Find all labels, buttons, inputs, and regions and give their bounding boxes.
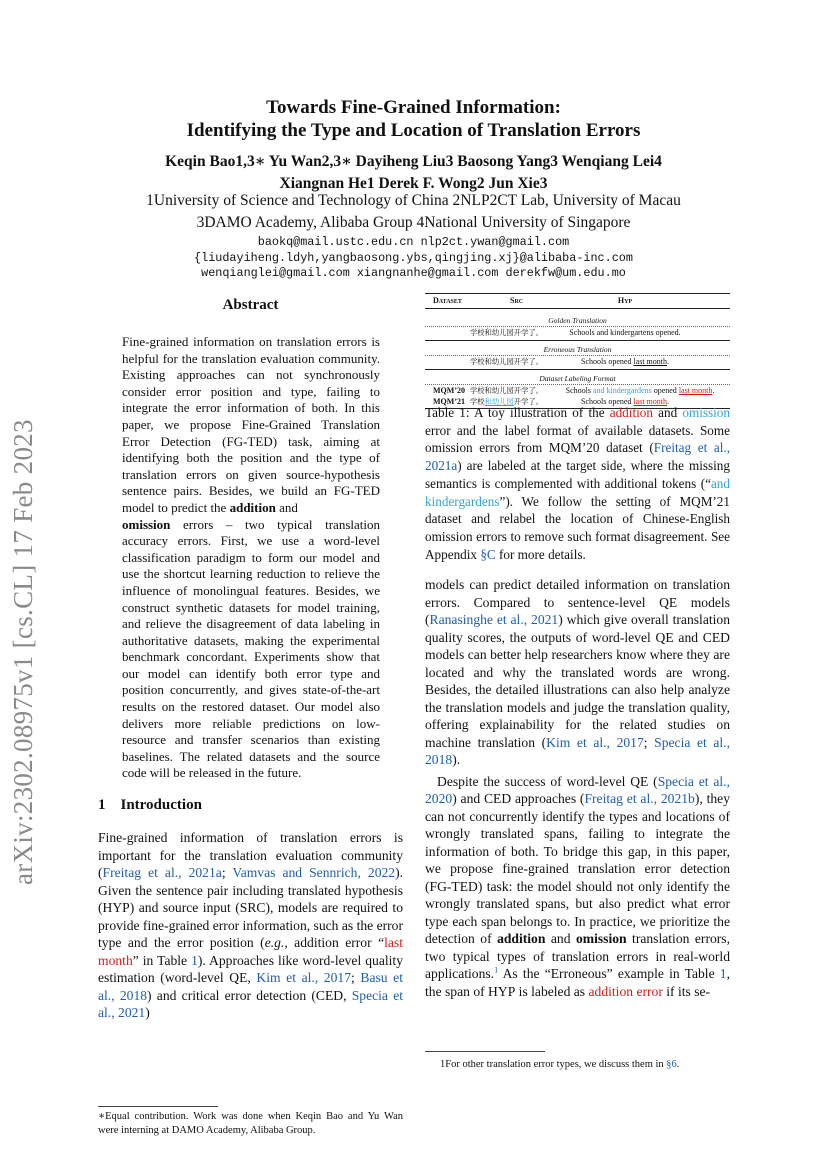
mqm21-label: MQM’21 bbox=[433, 397, 465, 406]
footnote-rule bbox=[425, 1051, 545, 1052]
citation-link[interactable]: 2020 bbox=[425, 791, 453, 806]
body-text: Despite the success of word-level QE ( bbox=[437, 773, 658, 789]
golden-hyp: Schools and kindergartens opened. bbox=[569, 328, 681, 337]
intro-text: ). Given the sentence pair including translated hypothesis (H bbox=[98, 865, 404, 915]
erroneous-row bbox=[425, 356, 730, 367]
src-smallcaps: RC bbox=[247, 900, 266, 915]
intro-eg: e.g. bbox=[264, 935, 285, 950]
caption-text: Table 1: A toy illustration of the bbox=[425, 405, 610, 420]
citation-link[interactable]: Specia et al., bbox=[657, 773, 730, 789]
citation-link[interactable]: Vamvas and Sennrich, bbox=[232, 865, 361, 880]
citation-link[interactable]: 2017 bbox=[616, 734, 644, 750]
abstract-text-b: errors – two typical translation accuracy errors. First, we use a word-level classification paradigm to form our model and use the shortcut learning reduction to relieve the influence of monolingual features. Besides, we construct synthetic datasets for model training, and relieve the disagreement of data labeling in authoritative datasets, making the experimental benchmark concordant. Experiments show that our model can identify both error type and position concurrently, and gives state-of-the-art results on the restored dataset. Our model also delivers more reliable predictions on low-resource and transfer scenarios than existing baselines. The related datasets and the source code will be released in the future. bbox=[122, 516, 380, 781]
caption-addition: addition bbox=[609, 405, 653, 420]
header-dataset: Dataset bbox=[433, 296, 462, 305]
mqm21-hyp-text: Schools opened bbox=[581, 397, 634, 406]
bold-addition: addition bbox=[497, 931, 546, 946]
citation-link[interactable]: Specia et al., bbox=[654, 734, 730, 750]
body-text: translation errors, two typical types of translation errors in real-world applications. bbox=[425, 931, 730, 981]
mqm21-omission-span: 和幼儿园 bbox=[484, 397, 514, 406]
highlight-addition-error: addition error bbox=[588, 983, 663, 999]
body-text: , the span of H bbox=[425, 966, 730, 999]
table-ref-link[interactable]: 1 bbox=[719, 966, 727, 981]
body-text: ), they can not concurrently identify the types and locations of wrongly translated spans, failing to integrate the information of both. To bridge this gap, in this paper, we propose fine-grained translation error detection (FG-TED) task: the model should not only identify the wrongly translated spans, but also predict what error type each span belongs to. In practice, we prioritize the detection of bbox=[425, 791, 730, 946]
body-text: ). bbox=[452, 752, 461, 767]
err-hyp-end: . bbox=[667, 357, 669, 366]
citation-link[interactable]: Freitag et al., bbox=[584, 791, 658, 806]
intro-text: , addition error “ bbox=[284, 935, 385, 950]
table-1-caption bbox=[425, 404, 730, 563]
caption-omission: omission bbox=[682, 405, 730, 420]
mqm20-row bbox=[425, 385, 730, 396]
arxiv-stamp: arXiv:2302.08975v1 [cs.CL] 17 Feb 2023 bbox=[8, 419, 38, 885]
footnote-text: . bbox=[676, 1059, 680, 1070]
erroneous-hyp bbox=[520, 356, 730, 367]
err-hyp-text: Schools opened bbox=[581, 357, 634, 366]
citation-link[interactable]: Basu et al., bbox=[98, 970, 403, 1003]
citation-link[interactable]: 2021 bbox=[118, 1005, 146, 1020]
email-line-2: {liudayiheng.ldyh,yangbaosong.ybs,qingjing.xj}@alibaba-inc.com bbox=[194, 250, 633, 265]
appendix-ref-link[interactable]: §C bbox=[480, 546, 496, 562]
authors-line-2: Xiangnan He1 Derek F. Wong2 Jun Xie3 bbox=[279, 175, 548, 192]
mqm21-hyp: Schools opened last month. bbox=[581, 397, 669, 406]
abstract-addition: addition bbox=[229, 499, 276, 515]
citation-link[interactable]: Freitag et al., 2021a bbox=[425, 440, 730, 474]
mqm20-hyp: Schools and kindergardens opened last month. bbox=[565, 386, 715, 395]
group-golden-label: Golden Translation bbox=[548, 316, 607, 325]
body-text: if its se- bbox=[662, 983, 711, 999]
abstract-omission: omission bbox=[122, 516, 171, 532]
body-text: models can predict detailed information on translation errors. Compared to sentence-level QE models ( bbox=[425, 577, 730, 627]
hyp-smallcaps: YP bbox=[497, 983, 516, 999]
group-format-label: Dataset Labeling Format bbox=[539, 374, 616, 383]
footnote-rule bbox=[98, 1106, 218, 1107]
citation-link[interactable]: 2018 bbox=[425, 752, 453, 767]
body-text: As the “Erroneous” example in Table bbox=[498, 966, 720, 981]
paragraph: models can predict detailed information on translation errors. Compared to sentence-level QE models (Ranasinghe et al., 2021) which give overall translation quality scores, the outputs of word-level QE and CED models can better help researchers know where they are located and why the translated words are wrong. Besides, the detailed illustrations can also help analyze the translation models and judge the translation quality, offering explainability for the related studies on machine translation (Kim et al., 2017; Specia et al., 2018). bbox=[425, 577, 731, 767]
title-line-1: Towards Fine-Grained Information: bbox=[266, 97, 561, 118]
bold-omission: omission bbox=[575, 931, 627, 946]
mqm21-src-b: 开学了。 bbox=[513, 397, 543, 406]
title-line-2: Identifying the Type and Location of Translation Errors bbox=[186, 120, 641, 141]
caption-text: error and the label format of available datasets. Some omission errors from MQM’20 dataset ( bbox=[425, 422, 730, 456]
email-line-1: baokq@mail.ustc.edu.cn nlp2ct.ywan@gmail.com bbox=[257, 235, 570, 249]
citation-link[interactable]: Kim et al., bbox=[546, 734, 610, 750]
golden-row bbox=[425, 327, 730, 338]
golden-src: 学校和幼儿园开学了。 bbox=[470, 328, 543, 337]
section-number: 1 bbox=[98, 797, 106, 813]
mqm21-addition-span: last month bbox=[633, 397, 667, 406]
mqm20-hyp-text: Schools bbox=[565, 386, 593, 395]
citation-link[interactable]: 2018 bbox=[119, 987, 148, 1003]
section-title: Introduction bbox=[120, 797, 202, 813]
erroneous-src: 学校和幼儿园开学了。 bbox=[470, 357, 543, 366]
intro-text: ) and critical error detection (CED, bbox=[147, 987, 352, 1003]
caption-text: ”). We follow the setting of MQM’21 dataset and relabel the location of Chinese-English omission errors to remove such format disagreement. See Appendix bbox=[425, 493, 730, 562]
body-text: is labeled as bbox=[515, 983, 589, 999]
section-heading-introduction bbox=[98, 797, 202, 814]
right-column-body bbox=[425, 576, 730, 1000]
intro-text: ), models are required to provide fine-grained error information, such as the error type and the error position ( bbox=[98, 900, 403, 950]
affil-line-2: 3DAMO Academy, Alibaba Group 4National University of Singapore bbox=[196, 214, 631, 231]
section-ref-link[interactable]: §6 bbox=[666, 1059, 677, 1070]
table-header-rule bbox=[425, 308, 730, 309]
mqm20-src: 学校和幼儿园开学了。 bbox=[470, 386, 543, 395]
affiliations bbox=[0, 190, 827, 234]
citation-link[interactable]: 2022 bbox=[367, 865, 396, 880]
intro-text: ) and source input (S bbox=[129, 900, 248, 915]
citation-link[interactable]: 2021b bbox=[660, 791, 695, 806]
header-src: Src bbox=[510, 296, 524, 305]
hyp-smallcaps: YP bbox=[112, 900, 130, 915]
citation-link[interactable]: Ranasinghe et al., bbox=[429, 612, 528, 627]
footnote-equal-contribution: ∗Equal contribution. Work was done when Keqin Bao and Yu Wan were interning at DAMO Academy, Alibaba Group. bbox=[98, 1111, 403, 1136]
paragraph bbox=[425, 773, 730, 1001]
mqm20-hyp-text2: opened bbox=[651, 386, 679, 395]
mqm20-omission-span: and kindergardens bbox=[592, 386, 652, 395]
intro-paragraph: Fine-grained information of translation errors is important for the translation evaluation community (Freitag et al., 2021a; Vamvas and Sennrich, 2022). Given the sentence pair including translated hypothesis (HYP) and source input (SRC), models are required to provide fine-grained error information, such as the error type and the error position (e.g., addition error “last month” in Table 1). Approaches like word-level quality estimation (word-level QE, Kim et al., 2017; Basu et al., 2018) and critical error detection (CED, Specia et al., 2021) bbox=[98, 830, 404, 1020]
mqm20-label: MQM’20 bbox=[433, 386, 465, 395]
body-text: ) which give overall translation quality scores, the outputs of word-level QE and CED models can better help researchers know where they are located and why the translated words are wrong. Besides, the detailed illustrations can also help analyze the translation models and judge the translation quality, offering explainability for the related studies on machine translation ( bbox=[425, 612, 731, 750]
abstract-body bbox=[122, 334, 380, 782]
body-text: and bbox=[550, 931, 571, 946]
table-top-rule bbox=[425, 293, 730, 294]
author-emails bbox=[0, 235, 827, 282]
err-hyp-underlined: last month bbox=[633, 357, 667, 366]
mqm20-addition-span: last month bbox=[678, 386, 713, 395]
table-ref-link[interactable]: 1 bbox=[191, 952, 198, 968]
highlight-last-month: last month bbox=[98, 935, 403, 968]
footnote-other-errors bbox=[440, 1058, 730, 1072]
header-hyp: Hyp bbox=[617, 296, 633, 305]
citation-link[interactable]: Freitag et al., bbox=[102, 865, 182, 880]
email-line-3: wenqianglei@gmail.com xiangnanhe@gmail.com derekfw@um.edu.mo bbox=[201, 266, 626, 280]
affil-line-1: 1University of Science and Technology of China 2NLP2CT Lab, University of Macau bbox=[146, 192, 681, 209]
caption-text: ) are labeled at the target side, where the missing semantics is complemented with additional tokens (“ bbox=[425, 458, 730, 491]
intro-text: ). Approaches like word-level quality estimation (word-level QE, bbox=[98, 952, 403, 985]
citation-link[interactable]: 2021a bbox=[188, 865, 222, 880]
footnote-marker-link[interactable]: 1 bbox=[494, 965, 499, 975]
citation-link[interactable]: Specia et al., bbox=[98, 987, 404, 1020]
citation-link[interactable]: 2017 bbox=[323, 970, 351, 985]
group-rule bbox=[425, 369, 730, 370]
intro-text: Fine-grained information of translation errors is important for the translation evaluation community ( bbox=[98, 830, 403, 880]
citation-link[interactable]: 2021 bbox=[531, 612, 559, 627]
caption-text: for more details. bbox=[495, 546, 586, 562]
abstract-heading: Abstract bbox=[222, 297, 279, 313]
caption-and-kindergardens: and kindergardens bbox=[425, 475, 730, 509]
intro-text: ” in Table bbox=[132, 952, 192, 968]
abstract-and: and bbox=[279, 499, 298, 515]
group-rule bbox=[425, 340, 730, 341]
author-list bbox=[0, 151, 827, 195]
table-header-row bbox=[425, 295, 730, 306]
paper-title bbox=[0, 96, 827, 142]
table-1 bbox=[425, 293, 730, 409]
intro-text: ) bbox=[145, 1005, 150, 1020]
mqm21-src-a: 学校 bbox=[470, 397, 485, 406]
caption-text: and bbox=[652, 405, 683, 420]
footnote-text: 1For other translation error types, we discuss them in bbox=[440, 1059, 667, 1070]
authors-line-1: Keqin Bao1,3∗ Yu Wan2,3∗ Dayiheng Liu3 Baosong Yang3 Wenqiang Lei4 bbox=[165, 153, 662, 170]
citation-link[interactable]: Kim et al., bbox=[256, 970, 319, 985]
body-text: ) and CED approaches ( bbox=[452, 791, 585, 806]
group-erroneous-label: Erroneous Translation bbox=[543, 345, 612, 354]
abstract-text-a: Fine-grained information on translation errors is helpful for the translation evaluation community. Existing approaches can not synchronously consider error position and type, failing to integrate the error information of both. In this paper, we propose Fine-Grained Translation Error Detection (FG-TED) task, aiming at identifying both the position and the type of translation errors on given source-hypothesis sentence pairs. Besides, we build an FG-TED model to predict the bbox=[122, 334, 380, 515]
